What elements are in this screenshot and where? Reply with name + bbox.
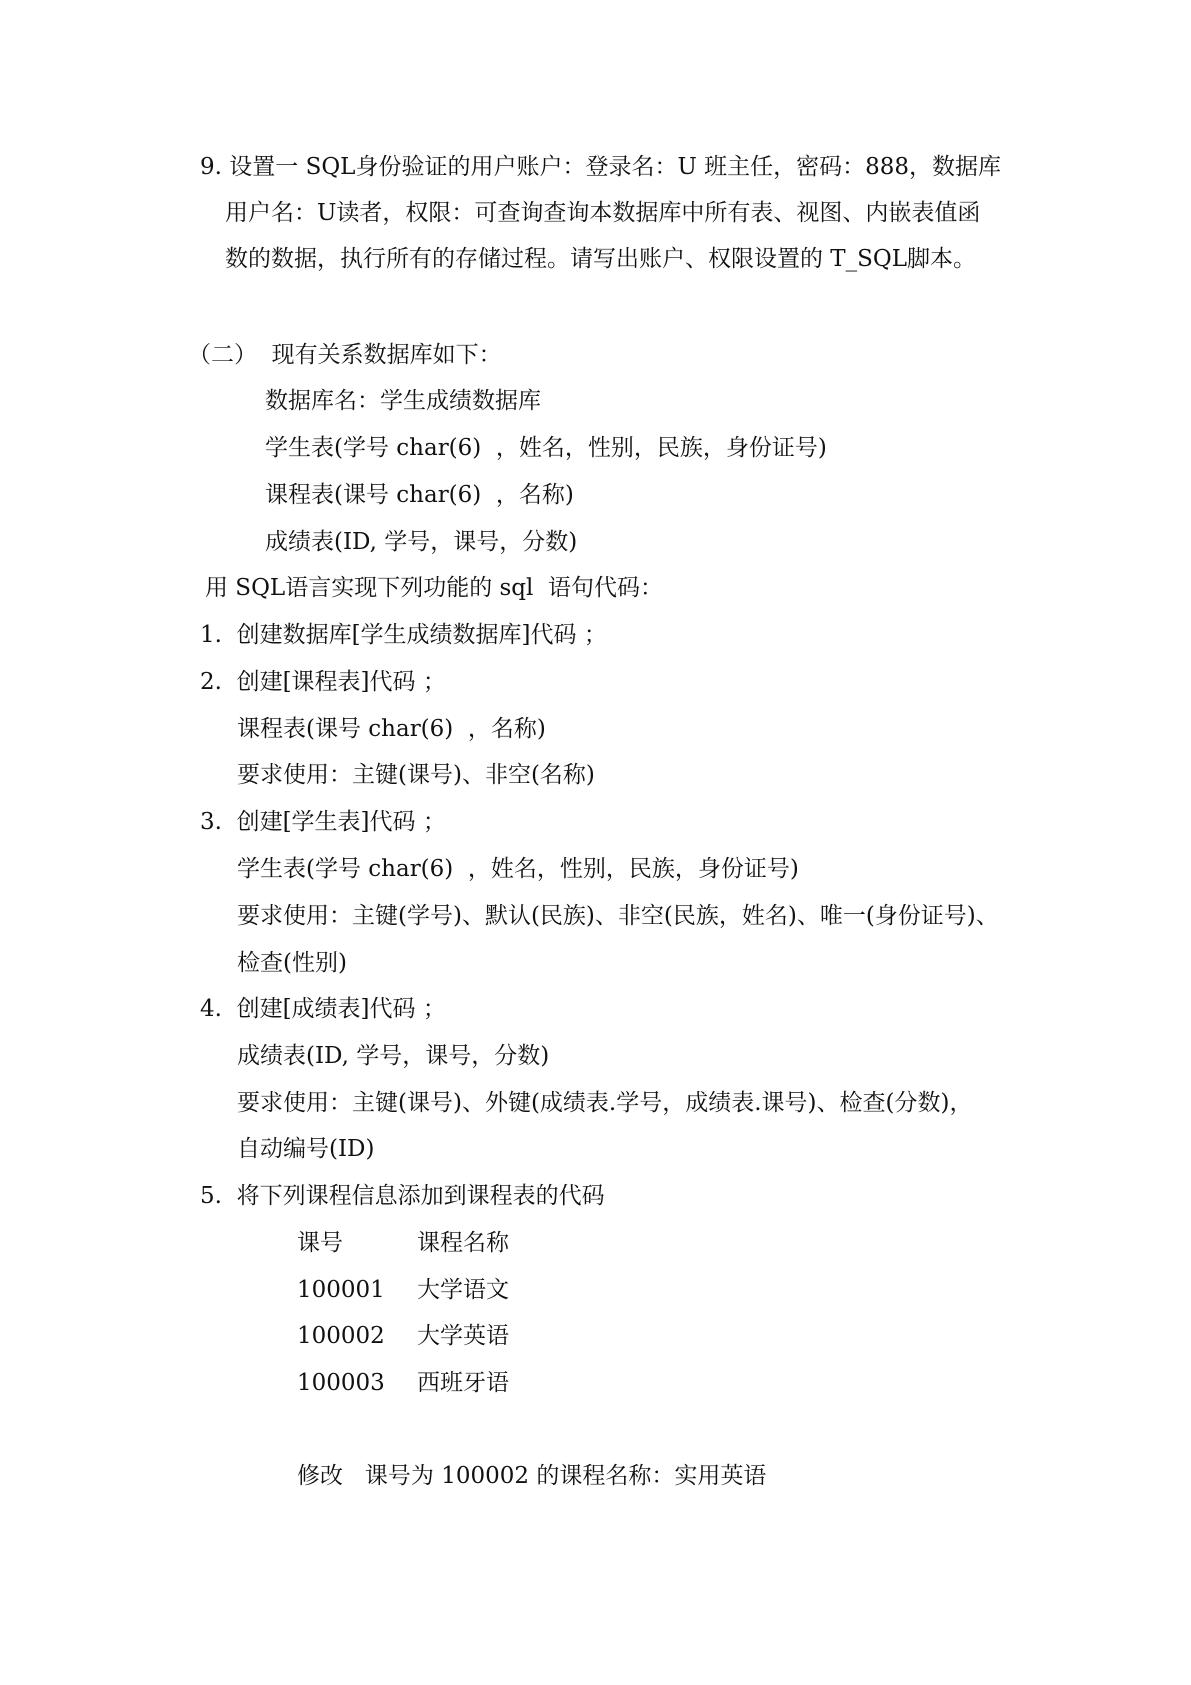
task-1: 1. 创建数据库[学生成绩数据库]代码 ； <box>200 622 607 648</box>
question-9-line-3: 数的数据，执行所有的存储过程。请写出账户、权限设置的 T_SQL脚本。 <box>225 246 977 272</box>
table-header-course-id: 课号 <box>297 1230 343 1256</box>
task-5: 5. 将下列课程信息添加到课程表的代码 <box>200 1183 605 1209</box>
task-4-schema: 成绩表(ID, 学号，课号，分数) <box>237 1043 550 1069</box>
task-3-requirements: 要求使用：主键(学号)、默认(民族)、非空(民族，姓名)、唯一(身份证号)、 <box>237 903 999 929</box>
table-cell-course-name: 西班牙语 <box>417 1370 509 1396</box>
table-header-course-name: 课程名称 <box>417 1230 509 1256</box>
task-4-requirements-cont: 自动编号(ID) <box>237 1136 375 1162</box>
question-9-line-1: 9. 设置一 SQL身份验证的用户账户：登录名：U 班主任，密码：888，数据库 <box>200 154 1002 180</box>
task-4: 4. 创建[成绩表]代码 ； <box>200 996 446 1022</box>
task-3-schema: 学生表(学号 char(6) ，姓名，性别，民族，身份证号) <box>237 856 799 882</box>
table-cell-course-name: 大学语文 <box>417 1277 509 1303</box>
task-3-requirements-cont: 检查(性别) <box>237 950 347 976</box>
section-2-title: （二） 现有关系数据库如下： <box>188 342 502 368</box>
task-2: 2. 创建[课程表]代码 ； <box>200 669 446 695</box>
question-9-line-2: 用户名：U读者，权限：可查询查询本数据库中所有表、视图、内嵌表值函 <box>225 200 981 226</box>
course-table-schema: 课程表(课号 char(6) ，名称) <box>265 482 574 508</box>
task-4-requirements: 要求使用：主键(课号)、外键(成绩表.学号，成绩表.课号)、检查(分数)， <box>237 1090 973 1116</box>
grade-table-schema: 成绩表(ID, 学号，课号，分数) <box>265 529 578 555</box>
task-2-requirements: 要求使用：主键(课号)、非空(名称) <box>237 762 595 788</box>
instruction-text: 用 SQL语言实现下列功能的 sql 语句代码： <box>205 575 664 601</box>
modify-instruction: 修改 课号为 100002 的课程名称：实用英语 <box>297 1463 767 1489</box>
table-cell-course-id: 100002 <box>297 1323 385 1349</box>
table-cell-course-id: 100001 <box>297 1277 385 1303</box>
task-2-schema: 课程表(课号 char(6) ，名称) <box>237 716 546 742</box>
database-name: 数据库名：学生成绩数据库 <box>265 388 541 414</box>
student-table-schema: 学生表(学号 char(6) ，姓名，性别，民族，身份证号) <box>265 435 827 461</box>
table-cell-course-name: 大学英语 <box>417 1323 509 1349</box>
table-cell-course-id: 100003 <box>297 1370 385 1396</box>
task-3: 3. 创建[学生表]代码 ； <box>200 809 446 835</box>
